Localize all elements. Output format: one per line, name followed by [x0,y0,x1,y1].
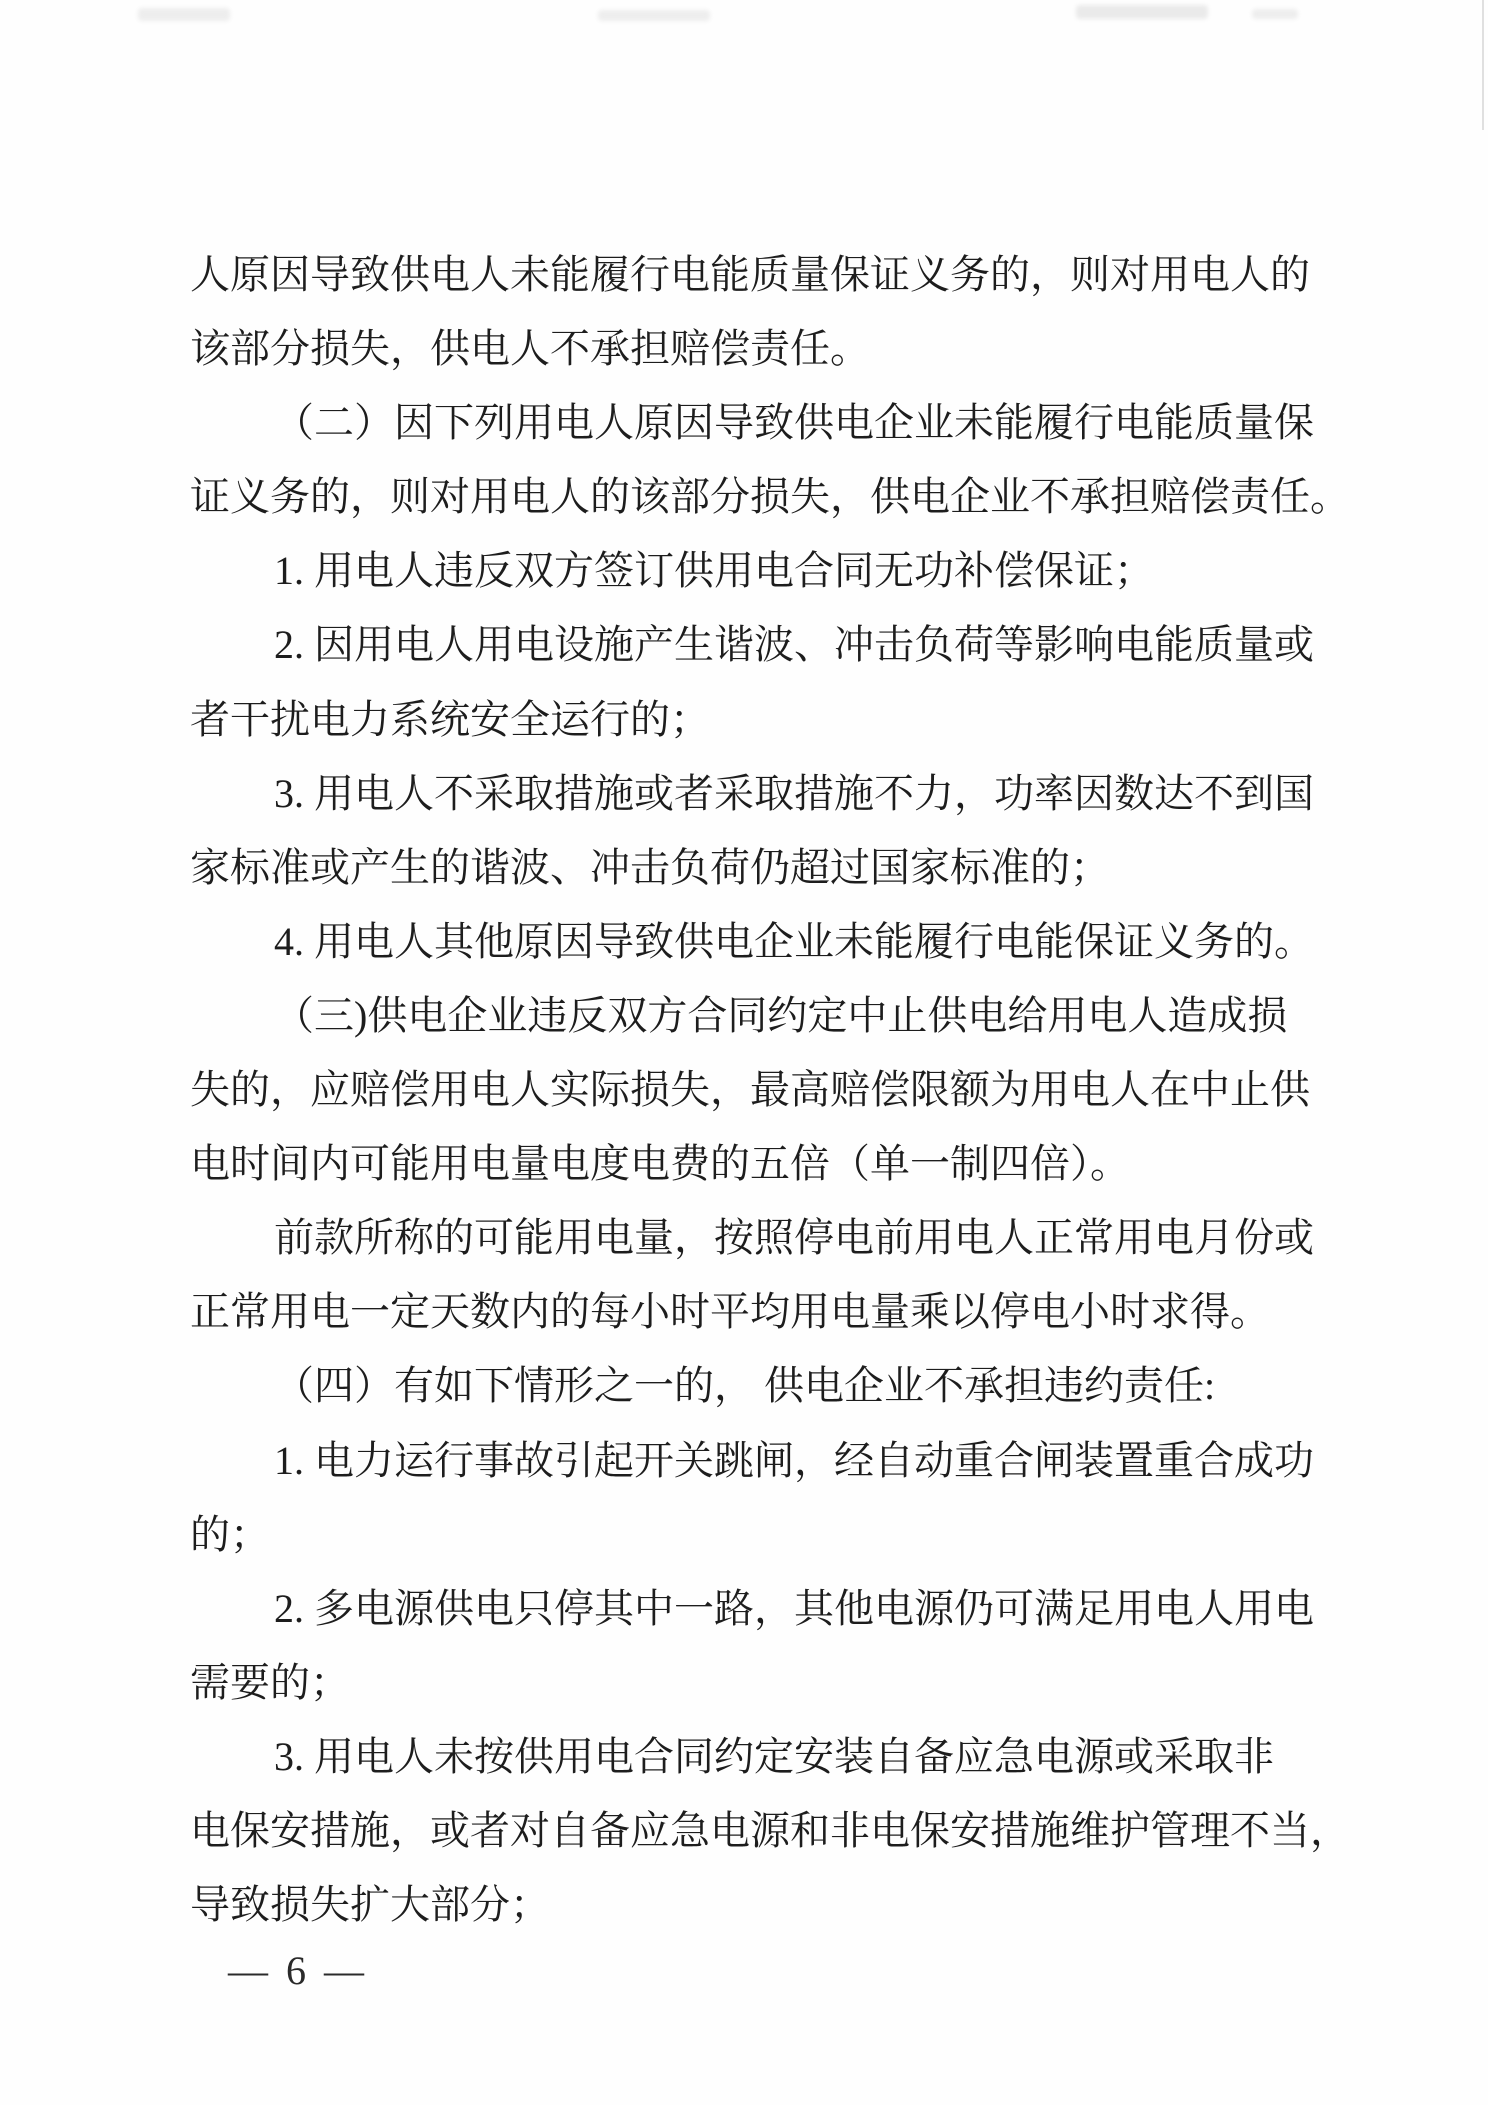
text-line: 前款所称的可能用电量，按照停电前用电人正常用电月份或 [274,1215,1314,1261]
text-line: 导致损失扩大部分； [190,1882,550,1928]
text-line: 电时间内可能用电量电度电费的五倍（单一制四倍）。 [190,1141,1130,1187]
text-line: （四）有如下情形之一的， 供电企业不承担违约责任: [274,1363,1216,1409]
text-line: 1. 用电人违反双方签订供用电合同无功补偿保证； [274,548,1154,594]
text-line: 1. 电力运行事故引起开关跳闸，经自动重合闸装置重合成功 [274,1437,1314,1483]
text-line: （二）因下列用电人原因导致供电企业未能履行电能质量保 [274,400,1314,446]
scan-artifact [1252,9,1298,19]
text-line: 电保安措施，或者对自备应急电源和非电保安措施维护管理不当， [190,1807,1350,1853]
text-line: 人原因导致供电人未能履行电能质量保证义务的，则对用电人的 [190,252,1310,297]
document-body [190,238,1390,1942]
text-line: 者干扰电力系统安全运行的； [190,696,710,742]
scan-artifact [1076,5,1208,19]
text-line: 正常用电一定天数内的每小时平均用电量乘以停电小时求得。 [190,1289,1270,1335]
text-line: 需要的； [190,1659,350,1705]
text-line: 2. 多电源供电只停其中一路，其他电源仍可满足用电人用电 [274,1585,1314,1631]
text-line: 3. 用电人不采取措施或者采取措施不力，功率因数达不到国 [274,770,1314,816]
text-line: 3. 用电人未按供用电合同约定安装自备应急电源或采取非 [274,1733,1274,1779]
text-line: 家标准或产生的谐波、冲击负荷仍超过国家标准的； [190,844,1110,890]
scan-edge-artifact [1482,0,1484,130]
text-line: （三)供电企业违反双方合同约定中止供电给用电人造成损 [274,992,1288,1038]
text-line: 该部分损失，供电人不承担赔偿责任。 [190,326,870,372]
page-number: — 6 — [228,1948,368,1993]
text-line: 失的，应赔偿用电人实际损失，最高赔偿限额为用电人在中止供 [190,1067,1310,1113]
scan-artifact [598,10,710,21]
text-line: 的； [190,1511,270,1557]
text-line: 2. 因用电人用电设施产生谐波、冲击负荷等影响电能质量或 [274,622,1314,668]
text-line: 证义务的，则对用电人的该部分损失，供电企业不承担赔偿责任。 [190,474,1350,520]
scan-artifact [138,8,230,21]
text-line: 4. 用电人其他原因导致供电企业未能履行电能保证义务的。 [274,918,1314,964]
